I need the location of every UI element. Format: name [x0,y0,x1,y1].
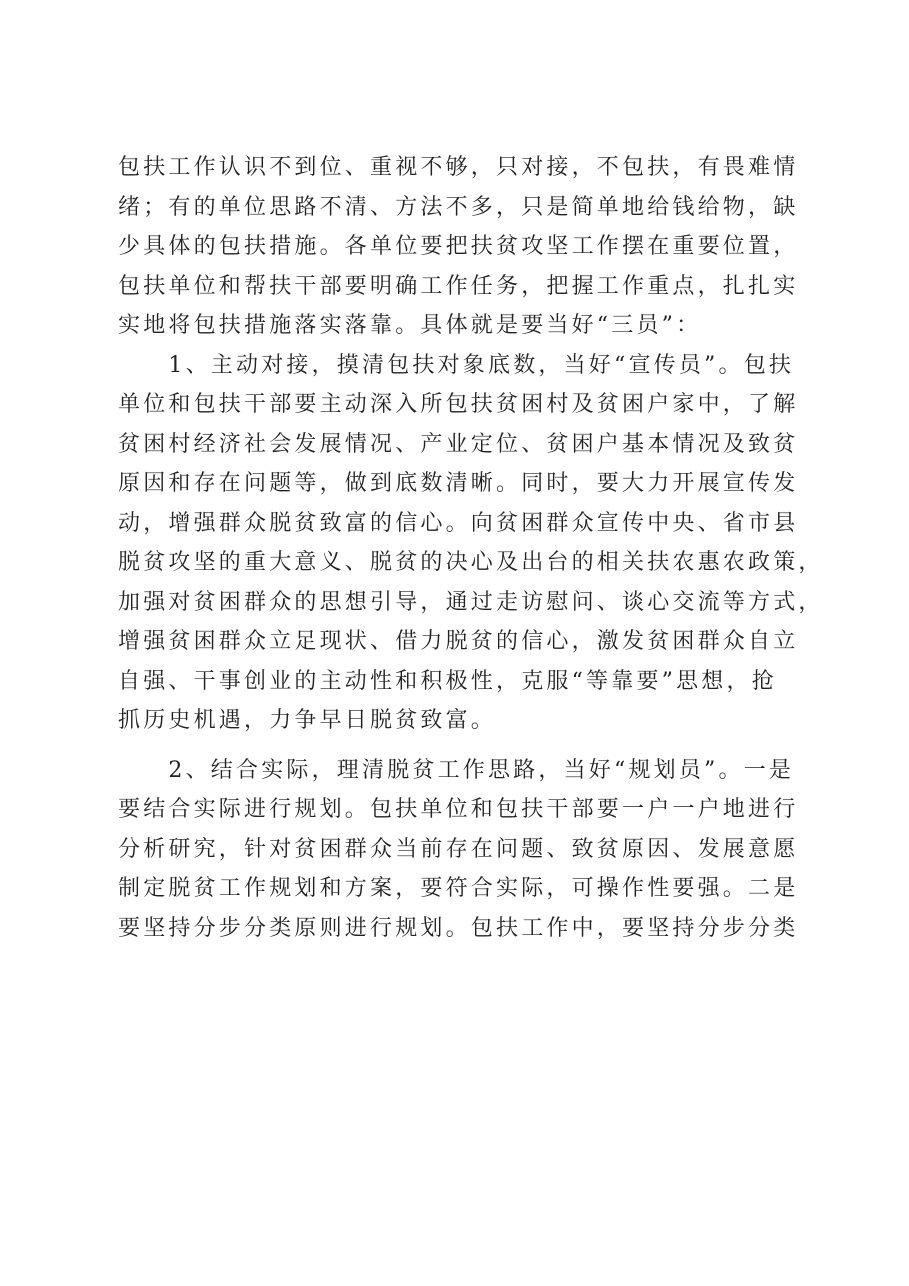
text-line: 实地将包扶措施落实落靠。具体就是要当好“三员”： [118,313,702,338]
text-line: 脱贫攻坚的重大意义、脱贫的决心及出台的相关扶农惠农政策， [118,550,824,575]
text-line: 动，增强群众脱贫致富的信心。向贫困群众宣传中央、省市县 [118,510,799,536]
text-line: 原因和存在问题等，做到底数清晰。同时，要大力开展宣传发 [118,471,799,496]
text-line: 少具体的包扶措施。各单位要把扶贫攻坚工作摆在重要位置， [118,234,799,259]
text-line: 贫困村经济社会发展情况、产业定位、贫困户基本情况及致贫 [118,431,799,457]
text-line: 单位和包扶干部要主动深入所包扶贫困村及贫困户家中，了解 [118,392,799,417]
body-text [118,148,824,948]
text-line: 增强贫困群众立足现状、借力脱贫的信心，激发贫困群众自立 [118,629,799,654]
paragraph-gap [118,741,808,751]
text-line: 制定脱贫工作规划和方案，要符合实际，可操作性要强。二是 [118,876,799,901]
text-line: 自强、干事创业的主动性和积极性，克服“等靠要”思想，抢 [118,668,777,694]
text-line: 要坚持分步分类原则进行规划。包扶工作中，要坚持分步分类 [118,915,799,941]
text-line: 包扶单位和帮扶干部要明确工作任务，把握工作重点，扎扎实 [118,273,799,299]
paragraph-2-start: 2、结合实际，理清脱贫工作思路，当好“规划员”。一是 [118,757,795,783]
text-line: 绪；有的单位思路不清、方法不多，只是简单地给钱给物，缺 [118,194,799,220]
text-line: 要结合实际进行规划。包扶单位和包扶干部要一户一户地进行 [118,797,799,822]
text-line: 包扶工作认识不到位、重视不够，只对接，不包扶，有畏难情 [118,155,799,180]
text-line: 抓历史机遇，力争早日脱贫致富。 [118,708,497,733]
text-line: 分析研究，针对贫困群众当前存在问题、致贫原因、发展意愿 [118,836,799,862]
text-line: 加强对贫困群众的思想引导，通过走访慰问、谈心交流等方式， [118,589,824,615]
paragraph-1-start: 1、主动对接，摸清包扶对象底数，当好“宣传员”。包扶 [118,352,795,378]
